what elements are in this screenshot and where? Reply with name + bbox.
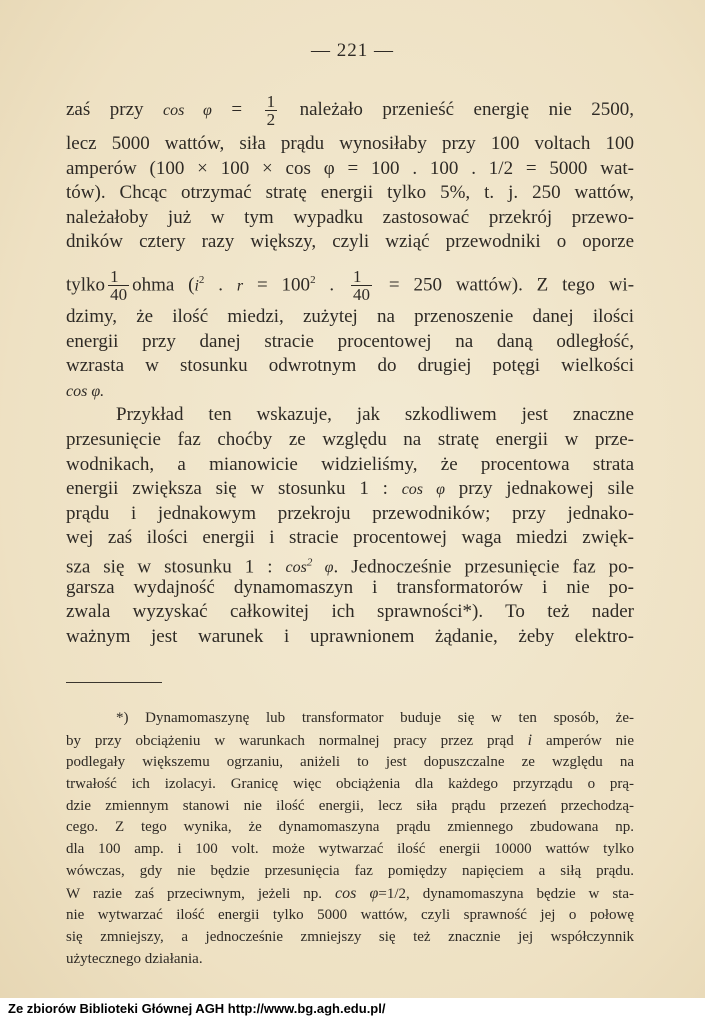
math-cos: cos φ bbox=[162, 102, 212, 119]
math-cos: cos φ bbox=[335, 885, 379, 903]
footnote bbox=[66, 708, 634, 971]
math-cos bbox=[285, 556, 334, 577]
text-line: prądu i jednakowym przekroju przewodników; przy jednako- bbox=[66, 502, 634, 524]
text-line: wzrasta w stosunku odwrotnym do drugiej potęgi wielkości bbox=[66, 355, 634, 377]
text-line: przesunięcie faz choćby ze względu na stratę energii w prze- bbox=[66, 428, 634, 450]
fraction bbox=[351, 268, 372, 303]
text-line bbox=[66, 255, 634, 305]
footnote-line: dzie zmiennym stanowi nie ilość energii, lecz siła prądu przezeń przechodzą- bbox=[66, 797, 634, 814]
text-span: by przy obciążeniu w warunkach normalnej pracy przez prąd bbox=[66, 732, 514, 749]
text-line: energii przy danej stracie procentowej na daną odległość, bbox=[66, 330, 634, 352]
text-line: tów). Chcąc otrzymać stratę energii tylko 5%, t. j. 250 wattów, bbox=[66, 182, 634, 204]
footnote-line: nie wytwarzać ilość energii tylko 5000 wattów, czyli sprawność jej o połowę bbox=[66, 907, 634, 924]
text-line bbox=[66, 551, 634, 576]
math-symbol: i bbox=[194, 277, 199, 295]
superscript: 2 bbox=[306, 556, 313, 569]
fraction-denominator: 2 bbox=[266, 110, 276, 130]
text-line: zwala wyzyskać całkowitej ich sprawności*). To też nader bbox=[66, 601, 634, 623]
text-span: ohma ( bbox=[132, 274, 195, 296]
math-symbol: i bbox=[527, 731, 533, 749]
footnote-line: dla 100 amp. i 100 volt. może wytwarzać ilość energii 10000 wattów tylko bbox=[66, 841, 634, 858]
math-equals: = bbox=[231, 99, 243, 120]
superscript: 2 bbox=[310, 273, 316, 286]
text-span: energii zwiększa się w stosunku 1 : bbox=[66, 478, 388, 500]
text-line: Przykład ten wskazuje, jak szkodliwem jest znaczne bbox=[116, 404, 634, 426]
math-phi: φ bbox=[324, 559, 334, 577]
text-span: . Jednocześnie przesunięcie faz po- bbox=[333, 556, 634, 578]
fraction-denominator: 40 bbox=[353, 285, 371, 305]
footnote-line: *) Dynamomaszynę lub transformator buduje się w ten sposób, że- bbox=[116, 710, 634, 726]
library-credit: Ze zbiorów Biblioteki Głównej AGH http://www.bg.agh.edu.pl/ bbox=[8, 1001, 386, 1016]
text-line: dników cztery razy większy, czyli wziąć przewodniki o oporze bbox=[66, 231, 634, 253]
footnote-line: wówczas, gdy nie będzie przesunięcia faz pomiędzy napięciem a siłą prądu. bbox=[66, 863, 634, 880]
text-line: dzimy, że ilość miedzi, zużytej na przenoszenie danej ilości bbox=[66, 305, 634, 327]
text-span: amperów nie bbox=[545, 732, 635, 749]
text-span: =1/2, dynamomaszyna będzie w sta- bbox=[378, 886, 635, 903]
footnote-line: użytecznego działania. bbox=[66, 950, 203, 967]
fraction bbox=[265, 93, 278, 128]
text-line: wodnikach, a mianowicie widzieliśmy, że procentowa strata bbox=[66, 453, 634, 475]
fraction-numerator: 1 bbox=[351, 268, 372, 286]
text-line: ważnym jest warunek i uprawnionem żądanie, żeby elektro- bbox=[66, 625, 634, 647]
text-line: wej zaś ilości energii i stracie procentowej waga miedzi zwięk- bbox=[66, 527, 634, 549]
text-span: przy jednakowej sile bbox=[458, 478, 635, 500]
text-span: należało przenieść energię nie 2500, bbox=[299, 99, 635, 120]
footnote-line bbox=[66, 730, 634, 752]
fraction-numerator: 1 bbox=[108, 268, 129, 286]
text-line: lecz 5000 wattów, siła prądu wynosiłaby przy 100 voltach 100 bbox=[66, 133, 634, 154]
text-line bbox=[66, 88, 634, 132]
footnote-line: podlegały większemu ogrzaniu, aniżeli to jest dopuszczalne ze względu na bbox=[66, 753, 634, 770]
footnote-line bbox=[66, 883, 634, 905]
math-cos: cos φ. bbox=[66, 382, 105, 400]
footnote-line: trwałość ich izolacyi. Granicę więc obciążenia dla każdego przyrządu o prą- bbox=[66, 775, 634, 792]
fraction-denominator: 40 bbox=[110, 285, 128, 305]
text-span: . bbox=[204, 274, 237, 296]
main-text bbox=[66, 88, 634, 649]
footnote-divider bbox=[66, 682, 162, 683]
superscript: 2 bbox=[198, 273, 205, 286]
text-span: zaś przy bbox=[66, 99, 144, 120]
text-line bbox=[66, 379, 634, 404]
text-line: należałoby już w tym wypadku zastosować przekrój przewo- bbox=[66, 206, 634, 228]
text-span: = 100 bbox=[243, 274, 311, 296]
math-symbol: r bbox=[236, 277, 244, 295]
fraction bbox=[108, 268, 129, 303]
text-line bbox=[66, 477, 634, 502]
text-line: garsza wydajność dynamomaszyn i transformatorów i nie po- bbox=[66, 576, 634, 598]
page-number: — 221 — bbox=[311, 40, 394, 61]
text-span: W razie zaś przeciwnym, jeżeli np. bbox=[66, 886, 323, 903]
footnote-line: cego. Z tego wynika, że dynamomaszyna prądu zmiennego zbudowana np. bbox=[66, 819, 634, 836]
text-span: tylko bbox=[66, 274, 106, 296]
text-span: = 250 wattów). Z tego wi- bbox=[388, 274, 635, 296]
fraction-numerator: 1 bbox=[266, 92, 276, 112]
text-span: . bbox=[315, 274, 335, 296]
math-cos: cos φ bbox=[401, 481, 445, 499]
text-span: sza się w stosunku 1 : bbox=[66, 556, 273, 578]
footnote-line: się zmniejszy, a jednocześnie zmniejszy się też znacznie jej współczynnik bbox=[66, 928, 634, 945]
math-cos-word: cos bbox=[285, 559, 307, 577]
text-line: amperów (100 × 100 × cos φ = 100 . 100 . 1/2 = 5000 wat- bbox=[66, 157, 634, 179]
